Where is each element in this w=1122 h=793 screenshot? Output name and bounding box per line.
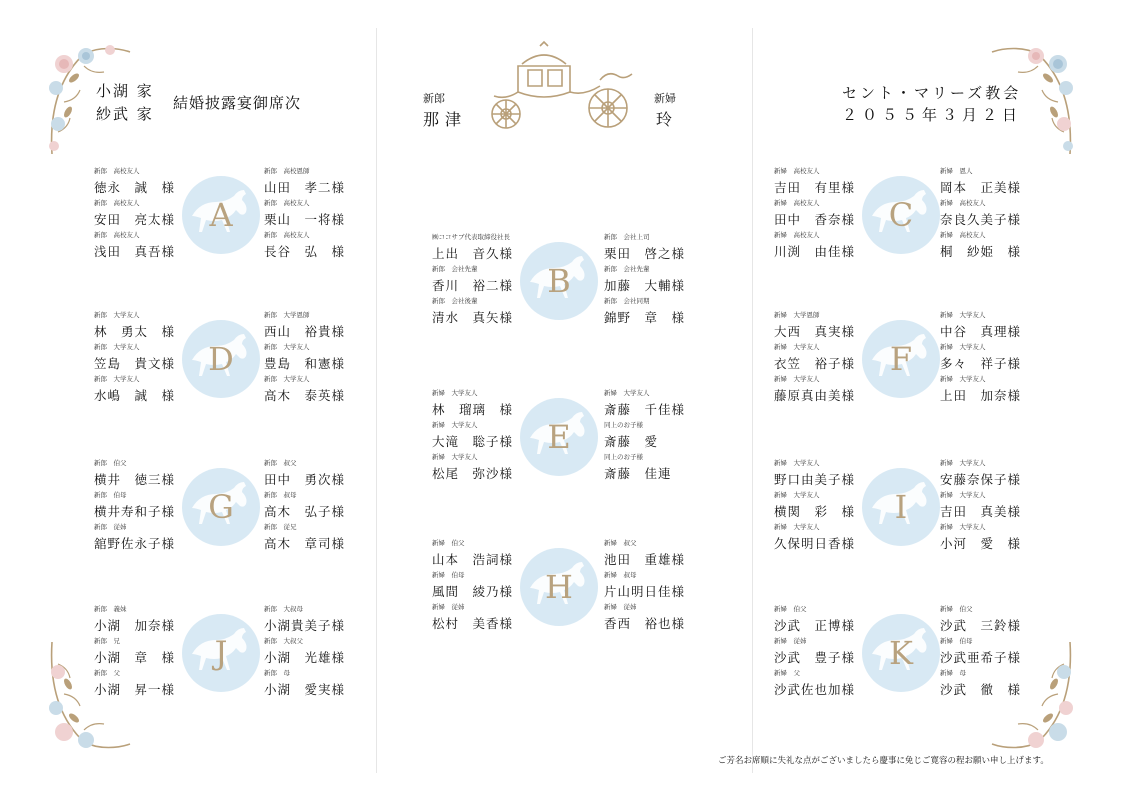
guest-seat — [604, 452, 710, 484]
guest-seat — [774, 668, 880, 700]
guest-seat — [774, 458, 880, 490]
family-name-groom: 小湖 家 — [96, 82, 154, 100]
guest-name: 栗山 一将様 — [264, 212, 346, 227]
column-divider-left — [376, 28, 377, 773]
guest-relation: 新婦 大学友人 — [432, 453, 478, 461]
guest-name: 吉田 真美様 — [940, 504, 1022, 519]
guest-name: 横井寿和子様 — [94, 504, 176, 519]
guest-relation: 新婦 従姉 — [604, 603, 637, 611]
guest-seat — [940, 458, 1046, 490]
guest-name: 藤原真由美様 — [774, 388, 856, 403]
guest-seat — [264, 310, 370, 342]
guest-name: 小湖 昇一様 — [94, 682, 176, 697]
guest-seat — [264, 604, 370, 636]
guest-name: 加藤 大輔様 — [604, 278, 686, 293]
guest-relation: 新婦 叔母 — [604, 571, 637, 579]
guest-name: 風間 綾乃様 — [432, 584, 514, 599]
guest-seat — [94, 230, 200, 262]
guest-name: 田中 勇次様 — [264, 472, 346, 487]
guest-seat — [264, 166, 370, 198]
guest-relation: 新郎 大叔母 — [264, 605, 303, 613]
guest-relation: 新婦 伯父 — [432, 539, 465, 547]
guest-relation: 新郎 大学友人 — [94, 311, 140, 319]
guest-seat — [432, 602, 538, 634]
guest-seat — [604, 570, 710, 602]
guest-name: 川渕 由佳様 — [774, 244, 856, 259]
guest-seat — [264, 522, 370, 554]
guest-relation: 新郎 義妹 — [94, 605, 127, 613]
bride-label: 新婦 — [654, 92, 676, 105]
guest-name: 沙武 三鈴様 — [940, 618, 1022, 633]
carriage-icon — [478, 40, 644, 134]
guest-seat — [940, 604, 1046, 636]
guest-relation: 新郎 会社後輩 — [432, 297, 478, 305]
guest-name: 沙武亜希子様 — [940, 650, 1022, 665]
guest-seat — [94, 374, 200, 406]
guest-relation: 新郎 兄 — [94, 637, 120, 645]
guest-name: 斎藤 愛 — [604, 434, 659, 449]
guest-name: 松村 美香様 — [432, 616, 514, 631]
guest-name: 沙武 豊子様 — [774, 650, 856, 665]
guest-name: 沙武佐也加様 — [774, 682, 856, 697]
guest-seat — [774, 166, 880, 198]
guest-name: 片山明日佳様 — [604, 584, 686, 599]
guest-relation: 新婦 大学友人 — [940, 375, 986, 383]
guest-name: 小湖貴美子様 — [264, 618, 346, 633]
guest-seat — [264, 230, 370, 262]
guest-relation: 同上のお子様 — [604, 453, 643, 461]
guest-relation: 新郎 高校友人 — [264, 199, 310, 207]
guest-seat — [94, 166, 200, 198]
guest-name: 横井 徳三様 — [94, 472, 176, 487]
guest-seat — [94, 198, 200, 230]
guest-name: 徳永 誠 様 — [94, 180, 176, 195]
guest-relation: 新郎 父 — [94, 669, 120, 677]
guest-seat — [94, 522, 200, 554]
guest-seat — [264, 374, 370, 406]
guest-name: 多々 祥子様 — [940, 356, 1022, 371]
guest-relation: 新郎 大学友人 — [94, 343, 140, 351]
guest-name: 斎藤 千佳様 — [604, 402, 686, 417]
groom-name: 那津 — [423, 110, 468, 129]
guest-relation: 新婦 大学友人 — [604, 389, 650, 397]
guest-name: 野口由美子様 — [774, 472, 856, 487]
guest-seat — [94, 342, 200, 374]
document-title: 結婚披露宴御席次 — [173, 94, 302, 112]
guest-relation: 新婦 大学友人 — [774, 375, 820, 383]
guest-seat — [604, 420, 710, 452]
column-divider-right — [752, 28, 753, 773]
footer-note: ご芳名お席順に失礼な点がございましたら慶事に免じご寛容の程お願い申し上げます。 — [718, 756, 1049, 766]
guest-relation: 新婦 大学友人 — [774, 459, 820, 467]
guest-seat — [774, 342, 880, 374]
guest-relation: 新郎 大学友人 — [264, 375, 310, 383]
guest-name: 沙武 正博様 — [774, 618, 856, 633]
table-letter: J — [214, 634, 228, 672]
table-letter: H — [545, 568, 573, 606]
guest-name: 高木 弘子様 — [264, 504, 346, 519]
guest-seat — [774, 198, 880, 230]
guest-seat — [774, 490, 880, 522]
guest-seat — [604, 602, 710, 634]
guest-name: 池田 重雄様 — [604, 552, 686, 567]
guest-seat — [432, 264, 538, 296]
guest-seat — [94, 458, 200, 490]
guest-name: 清水 真矢様 — [432, 310, 514, 325]
guest-relation: 新婦 従姉 — [432, 603, 465, 611]
guest-relation: 新郎 従姉 — [94, 523, 127, 531]
guest-seat — [774, 310, 880, 342]
family-name-bride: 紗武 家 — [96, 105, 154, 123]
guest-relation: 新郎 大学恩師 — [264, 311, 310, 319]
guest-seat — [774, 522, 880, 554]
guest-seat — [264, 198, 370, 230]
guest-name: 大滝 聡子様 — [432, 434, 514, 449]
guest-name: 横関 彩 様 — [774, 504, 856, 519]
guest-seat — [774, 636, 880, 668]
guest-seat — [432, 232, 538, 264]
guest-seat — [264, 458, 370, 490]
guest-seat — [264, 490, 370, 522]
guest-name: 久保明日香様 — [774, 536, 856, 551]
guest-relation: 新郎 大学友人 — [264, 343, 310, 351]
guest-relation: 新郎 叔父 — [264, 459, 297, 467]
guest-seat — [940, 166, 1046, 198]
guest-relation: 新婦 大学友人 — [774, 523, 820, 531]
guest-seat — [94, 636, 200, 668]
guest-seat — [940, 668, 1046, 700]
guest-name: 衣笠 裕子様 — [774, 356, 856, 371]
table-letter: K — [889, 634, 913, 672]
guest-relation: 新婦 高校友人 — [774, 167, 820, 175]
guest-relation: 新婦 伯母 — [432, 571, 465, 579]
guest-name: 小湖 加奈様 — [94, 618, 176, 633]
guest-seat — [940, 522, 1046, 554]
guest-seat — [940, 342, 1046, 374]
guest-name: 安田 亮太様 — [94, 212, 176, 227]
guest-seat — [94, 310, 200, 342]
guest-relation: 新婦 高校友人 — [774, 199, 820, 207]
guest-name: 山田 孝二様 — [264, 180, 346, 195]
guest-relation: 新郎 高校友人 — [94, 167, 140, 175]
guest-name: 中谷 真理様 — [940, 324, 1022, 339]
guest-name: 桐 紗姫 様 — [940, 244, 1022, 259]
guest-relation: 新婦 高校友人 — [774, 231, 820, 239]
guest-name: 林 勇太 様 — [94, 324, 176, 339]
guest-seat — [940, 230, 1046, 262]
guest-relation: 新郎 会社同期 — [604, 297, 650, 305]
groom-label: 新郎 — [423, 92, 445, 105]
guest-name: 小湖 愛実様 — [264, 682, 346, 697]
guest-relation: 新郎 従兄 — [264, 523, 297, 531]
guest-seat — [940, 198, 1046, 230]
table-letter: G — [208, 488, 234, 526]
guest-relation: 新郎 大学友人 — [94, 375, 140, 383]
guest-name: 小湖 章 様 — [94, 650, 176, 665]
guest-relation: 新郎 叔母 — [264, 491, 297, 499]
guest-name: 岡本 正美様 — [940, 180, 1022, 195]
guest-name: 大西 真実様 — [774, 324, 856, 339]
guest-name: 高木 章司様 — [264, 536, 346, 551]
guest-relation: 新郎 高校友人 — [264, 231, 310, 239]
guest-relation: 新婦 大学友人 — [432, 421, 478, 429]
guest-name: 小河 愛 様 — [940, 536, 1022, 551]
guest-name: 栗田 啓之様 — [604, 246, 686, 261]
guest-relation: 新婦 大学友人 — [940, 523, 986, 531]
guest-relation: 新郎 高校友人 — [94, 231, 140, 239]
guest-name: 沙武 徹 様 — [940, 682, 1022, 697]
guest-name: 錦野 章 様 — [604, 310, 686, 325]
guest-relation: 新婦 父 — [774, 669, 800, 677]
guest-seat — [940, 490, 1046, 522]
guest-relation: 新婦 恩人 — [940, 167, 973, 175]
guest-seat — [940, 636, 1046, 668]
guest-relation: 新婦 大学友人 — [940, 459, 986, 467]
guest-relation: 新婦 大学友人 — [940, 343, 986, 351]
guest-seat — [94, 604, 200, 636]
venue-name: セント・マリーズ教会 — [842, 84, 1022, 102]
wedding-date: ２０５５年３月２日 — [842, 106, 1023, 124]
table-letter: B — [547, 262, 571, 300]
guest-name: 豊島 和憲様 — [264, 356, 346, 371]
guest-seat — [432, 570, 538, 602]
guest-relation: 新郎 高校恩師 — [264, 167, 310, 175]
table-letter: E — [547, 418, 571, 456]
guest-name: 吉田 有里様 — [774, 180, 856, 195]
guest-relation: 新婦 伯母 — [940, 637, 973, 645]
guest-relation: 新婦 大学恩師 — [774, 311, 820, 319]
guest-seat — [94, 490, 200, 522]
guest-seat — [432, 388, 538, 420]
guest-name: 高木 泰英様 — [264, 388, 346, 403]
guest-relation: 新郎 高校友人 — [94, 199, 140, 207]
guest-relation: 新婦 大学友人 — [774, 343, 820, 351]
guest-seat — [940, 374, 1046, 406]
bride-name: 玲 — [656, 110, 675, 129]
guest-name: 香川 裕二様 — [432, 278, 514, 293]
guest-seat — [432, 296, 538, 328]
guest-seat — [774, 230, 880, 262]
table-letter: I — [894, 488, 908, 526]
guest-seat — [264, 636, 370, 668]
guest-name: 小湖 光雄様 — [264, 650, 346, 665]
guest-relation: 新婦 叔父 — [604, 539, 637, 547]
guest-seat — [264, 342, 370, 374]
guest-relation: 新婦 大学友人 — [940, 311, 986, 319]
guest-relation: 新婦 大学友人 — [940, 491, 986, 499]
guest-relation: 新婦 高校友人 — [940, 199, 986, 207]
guest-seat — [264, 668, 370, 700]
table-letter: D — [208, 340, 234, 378]
guest-seat — [604, 388, 710, 420]
guest-name: 上田 加奈様 — [940, 388, 1022, 403]
guest-name: 奈良久美子様 — [940, 212, 1022, 227]
guest-name: 田中 香奈様 — [774, 212, 856, 227]
guest-name: 安藤奈保子様 — [940, 472, 1022, 487]
guest-name: 笠島 貴文様 — [94, 356, 176, 371]
guest-relation: 新婦 高校友人 — [940, 231, 986, 239]
guest-relation: ㈱ココサブ代表取締役社長 — [432, 233, 510, 241]
guest-name: 水嶋 誠 様 — [94, 388, 176, 403]
guest-seat — [604, 264, 710, 296]
guest-name: 長谷 弘 様 — [264, 244, 346, 259]
guest-name: 松尾 弥沙様 — [432, 466, 514, 481]
guest-seat — [604, 296, 710, 328]
guest-name: 上出 音久様 — [432, 246, 514, 261]
guest-relation: 新婦 大学友人 — [774, 491, 820, 499]
guest-name: 林 瑠璃 様 — [432, 402, 514, 417]
guest-seat — [432, 538, 538, 570]
guest-name: 西山 裕貴様 — [264, 324, 346, 339]
guest-relation: 新婦 大学友人 — [432, 389, 478, 397]
guest-seat — [432, 452, 538, 484]
table-letter: A — [209, 196, 233, 234]
guest-relation: 新郎 大叔父 — [264, 637, 303, 645]
guest-relation: 新郎 会社先輩 — [432, 265, 478, 273]
guest-relation: 新婦 母 — [940, 669, 966, 677]
guest-relation: 新郎 伯母 — [94, 491, 127, 499]
guest-seat — [94, 668, 200, 700]
guest-seat — [940, 310, 1046, 342]
table-letter: C — [888, 196, 914, 234]
guest-name: 浅田 真吾様 — [94, 244, 176, 259]
floral-corner-top-left-icon — [44, 42, 134, 162]
guest-seat — [774, 604, 880, 636]
guest-name: 香西 裕也様 — [604, 616, 686, 631]
guest-name: 斎藤 佳連 — [604, 466, 672, 481]
guest-relation: 同上のお子様 — [604, 421, 643, 429]
guest-seat — [432, 420, 538, 452]
table-letter: F — [889, 340, 913, 378]
guest-seat — [774, 374, 880, 406]
guest-name: 山本 浩詞様 — [432, 552, 514, 567]
guest-relation: 新郎 会社上司 — [604, 233, 650, 241]
guest-relation: 新婦 伯父 — [940, 605, 973, 613]
guest-relation: 新婦 伯父 — [774, 605, 807, 613]
guest-relation: 新郎 伯父 — [94, 459, 127, 467]
guest-seat — [604, 232, 710, 264]
guest-relation: 新婦 従姉 — [774, 637, 807, 645]
guest-relation: 新郎 会社先輩 — [604, 265, 650, 273]
guest-relation: 新郎 母 — [264, 669, 290, 677]
guest-seat — [604, 538, 710, 570]
guest-name: 舘野佐永子様 — [94, 536, 176, 551]
